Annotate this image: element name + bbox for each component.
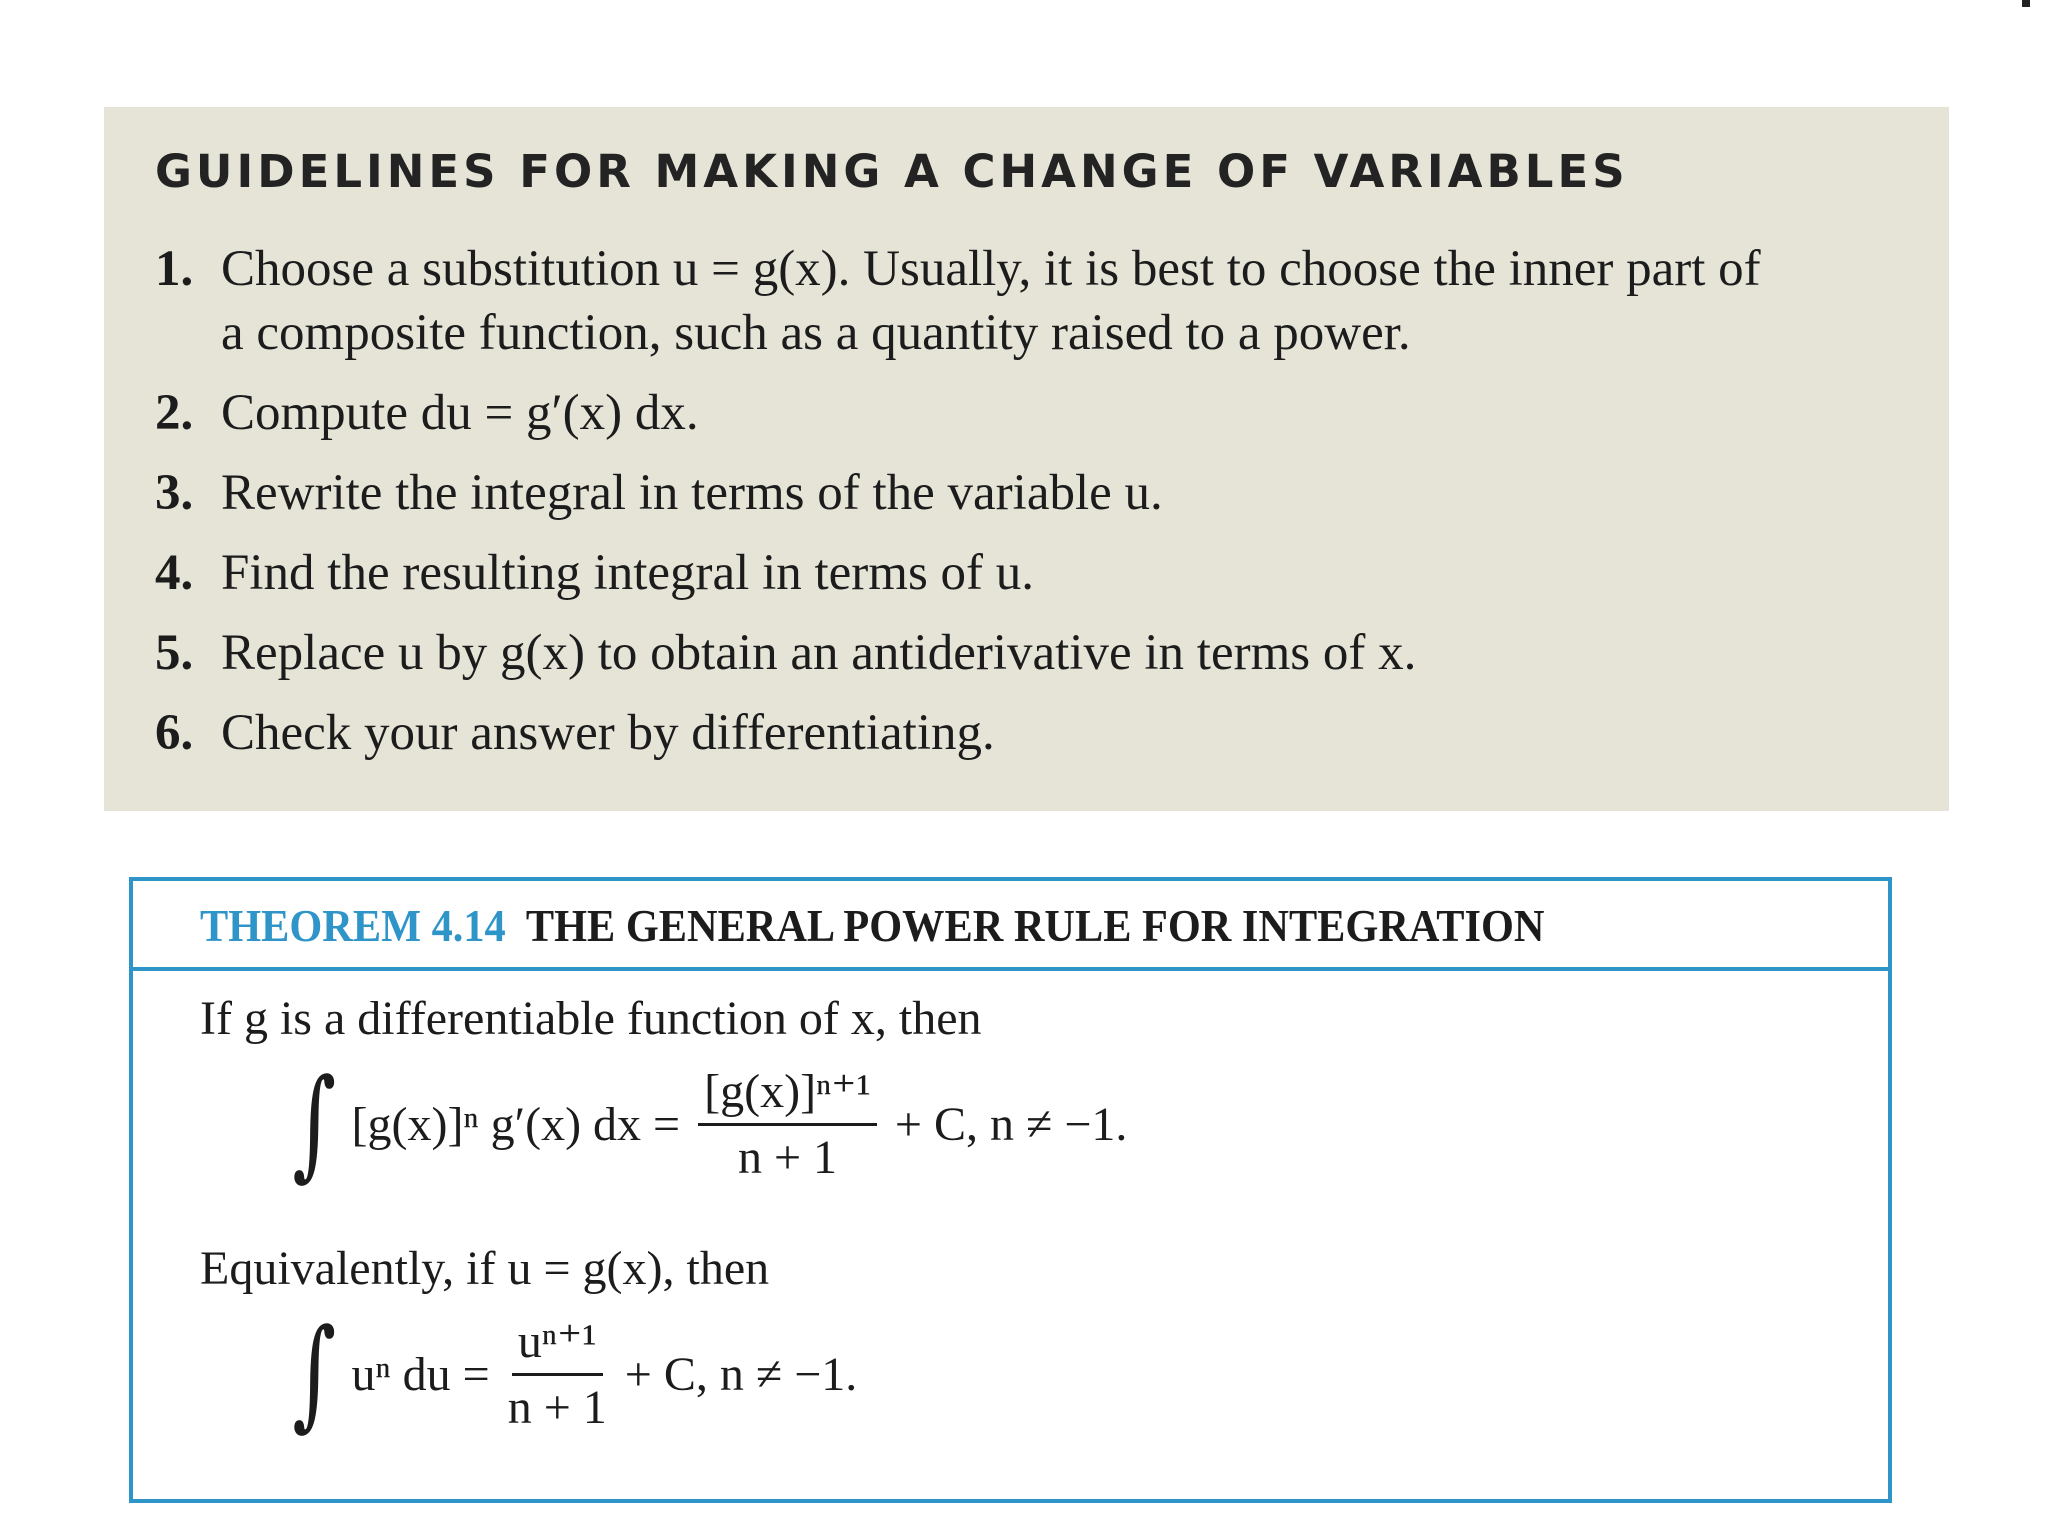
guideline-step-1 bbox=[155, 237, 1761, 301]
step-number: 6. bbox=[155, 705, 194, 761]
step-number: 5. bbox=[155, 625, 194, 681]
step-text: Find the resulting integral in terms of u. bbox=[221, 545, 1035, 601]
guideline-step-6 bbox=[155, 701, 995, 765]
formula-tail: + C, n ≠ −1. bbox=[624, 1347, 858, 1401]
theorem-intro: If g is a differentiable function of x, then bbox=[200, 992, 982, 1045]
step-number: 4. bbox=[155, 545, 194, 601]
guideline-step-2 bbox=[155, 381, 699, 445]
step-text: Check your answer by differentiating. bbox=[221, 705, 995, 761]
step-text: Choose a substitution u = g(x). Usually, it is best to choose the inner part of bbox=[221, 241, 1761, 297]
formula-tail: + C, n ≠ −1. bbox=[894, 1097, 1128, 1151]
step-text-continued: a composite function, such as a quantity raised to a power. bbox=[221, 305, 1411, 361]
guideline-step-1-continued bbox=[155, 301, 1411, 365]
formula-fraction bbox=[508, 1313, 607, 1435]
step-text: Compute du = g′(x) dx. bbox=[221, 385, 699, 441]
formula-fraction bbox=[698, 1063, 877, 1185]
step-number: 1. bbox=[155, 241, 194, 297]
fraction-denominator: n + 1 bbox=[507, 1381, 607, 1434]
step-number: 2. bbox=[155, 385, 194, 441]
theorem-title bbox=[200, 899, 1544, 952]
theorem-box bbox=[129, 877, 1892, 1503]
fraction-denominator: n + 1 bbox=[737, 1131, 838, 1184]
guidelines-title: GUIDELINES FOR MAKING A CHANGE OF VARIABLES bbox=[155, 145, 1629, 198]
theorem-name: THE GENERAL POWER RULE FOR INTEGRATION bbox=[525, 900, 1545, 951]
guideline-step-3 bbox=[155, 461, 1163, 525]
step-text: Rewrite the integral in terms of the variable u. bbox=[221, 465, 1163, 521]
theorem-label: THEOREM 4.14 bbox=[200, 900, 506, 951]
integral-sign-icon: ∫ bbox=[292, 1054, 337, 1193]
general-power-rule-formula bbox=[283, 1054, 1128, 1193]
theorem-equivalently: Equivalently, if u = g(x), then bbox=[200, 1242, 770, 1295]
formula-integrand: [g(x)]ⁿ g′(x) dx = bbox=[351, 1097, 681, 1151]
guideline-step-5 bbox=[155, 621, 1416, 685]
fraction-numerator: uⁿ⁺¹ bbox=[512, 1313, 603, 1376]
u-substitution-formula bbox=[283, 1304, 858, 1443]
formula-integrand: uⁿ du = bbox=[351, 1347, 490, 1401]
fraction-numerator: [g(x)]ⁿ⁺¹ bbox=[698, 1063, 877, 1126]
guidelines-panel bbox=[104, 107, 1949, 811]
step-text: Replace u by g(x) to obtain an antiderivative in terms of x. bbox=[221, 625, 1417, 681]
step-number: 3. bbox=[155, 465, 194, 521]
theorem-header bbox=[133, 881, 1888, 971]
integral-sign-icon: ∫ bbox=[292, 1304, 337, 1443]
guideline-step-4 bbox=[155, 541, 1034, 605]
corner-mark bbox=[2022, 0, 2030, 7]
